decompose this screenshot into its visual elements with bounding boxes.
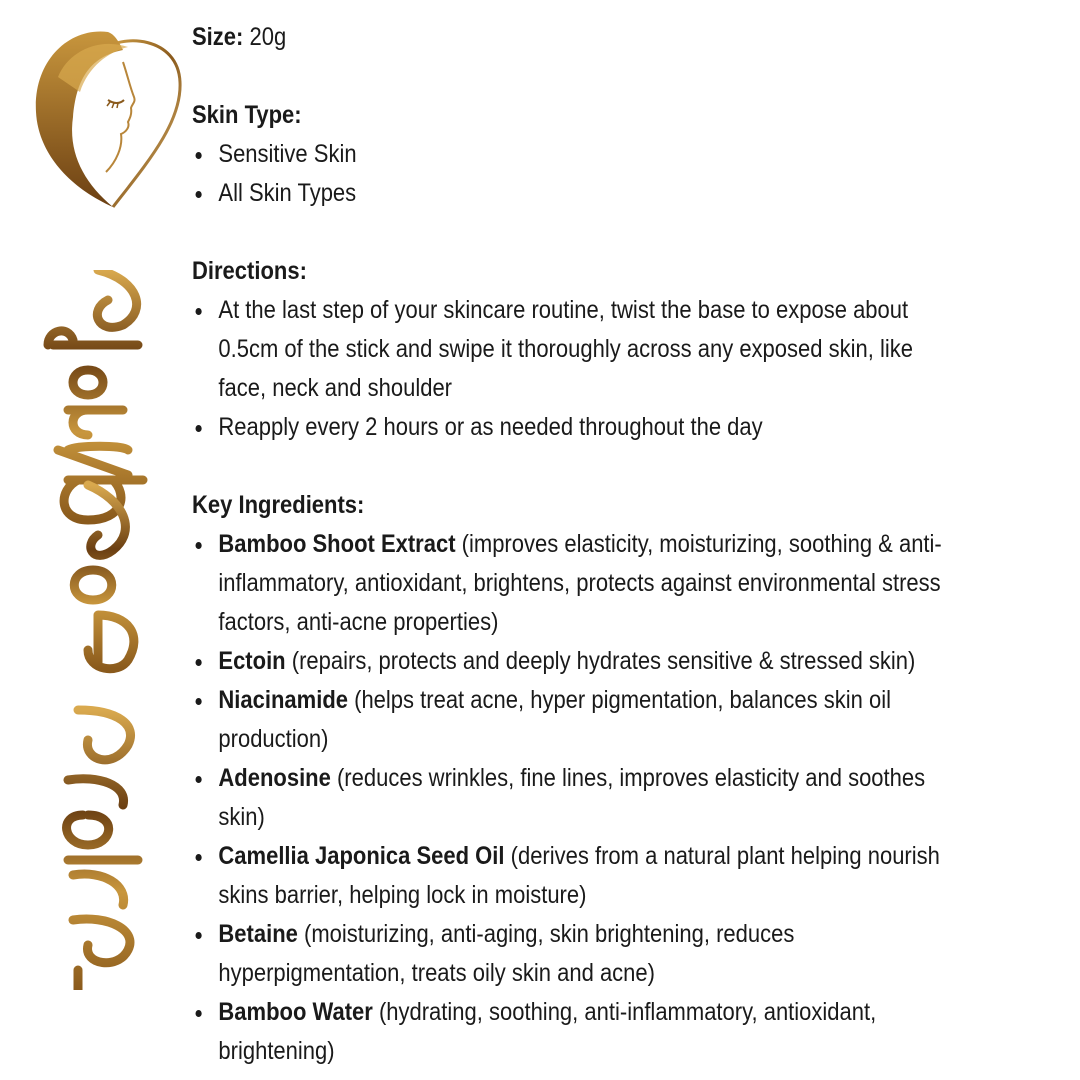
size-section (192, 18, 949, 57)
ingredient-item (192, 993, 949, 1071)
ingredient-desc: (reduces wrinkles, fine lines, improves elasticity and soothes skin) (218, 764, 926, 831)
ingredients-list (192, 525, 949, 1071)
ingredient-name: Adenosine (218, 764, 331, 792)
woman-face-heart-icon (28, 22, 188, 212)
ingredient-item (192, 915, 949, 993)
size-label: Size: (192, 23, 244, 51)
directions-list (192, 291, 949, 447)
ingredient-item (192, 837, 949, 915)
ingredient-desc: (moisturizing, anti-aging, skin brightening, reduces hyperpigmentation, treats oily skin and acne) (218, 920, 795, 987)
list-item: Reapply every 2 hours or as needed throughout the day (192, 408, 949, 447)
key-ingredients-section (192, 486, 949, 1071)
ingredient-name: Betaine (218, 920, 298, 948)
ingredient-name: Niacinamide (218, 686, 349, 714)
ingredient-desc: (hydrating, soothing, anti-inflammatory, antioxidant, brightening) (218, 998, 877, 1065)
list-item: At the last step of your skincare routine, twist the base to expose about 0.5cm of the stick and swipe it thoroughly across any exposed skin, like face, neck and shoulder (192, 291, 949, 408)
product-details (192, 18, 949, 1071)
ingredient-desc: (improves elasticity, moisturizing, soothing & anti-inflammatory, antioxidant, brightens, protects against environmental stress factors, anti-acne properties) (218, 530, 942, 636)
ingredient-desc: (derives from a natural plant helping nourish skins barrier, helping lock in moisture) (218, 842, 940, 909)
brand-script-wordmark (28, 270, 168, 990)
list-item: Sensitive Skin (192, 135, 949, 174)
ingredient-desc: (repairs, protects and deeply hydrates sensitive & stressed skin) (285, 647, 916, 675)
directions-section (192, 252, 949, 447)
ingredient-item (192, 525, 949, 642)
key-ingredients-heading: Key Ingredients: (192, 491, 365, 519)
size-value: 20g (249, 23, 287, 51)
skin-type-section (192, 96, 949, 213)
skin-type-heading: Skin Type: (192, 101, 302, 129)
skin-type-list (192, 135, 949, 213)
ingredient-desc: (helps treat acne, hyper pigmentation, balances skin oil production) (218, 686, 891, 753)
ingredient-item (192, 642, 949, 681)
ingredient-item (192, 759, 949, 837)
ingredient-name: Camellia Japonica Seed Oil (218, 842, 505, 870)
ingredient-item (192, 681, 949, 759)
directions-heading: Directions: (192, 257, 307, 285)
list-item: All Skin Types (192, 174, 949, 213)
ingredient-name: Bamboo Water (218, 998, 373, 1026)
ingredient-name: Ectoin (218, 647, 286, 675)
ingredient-name: Bamboo Shoot Extract (218, 530, 456, 558)
